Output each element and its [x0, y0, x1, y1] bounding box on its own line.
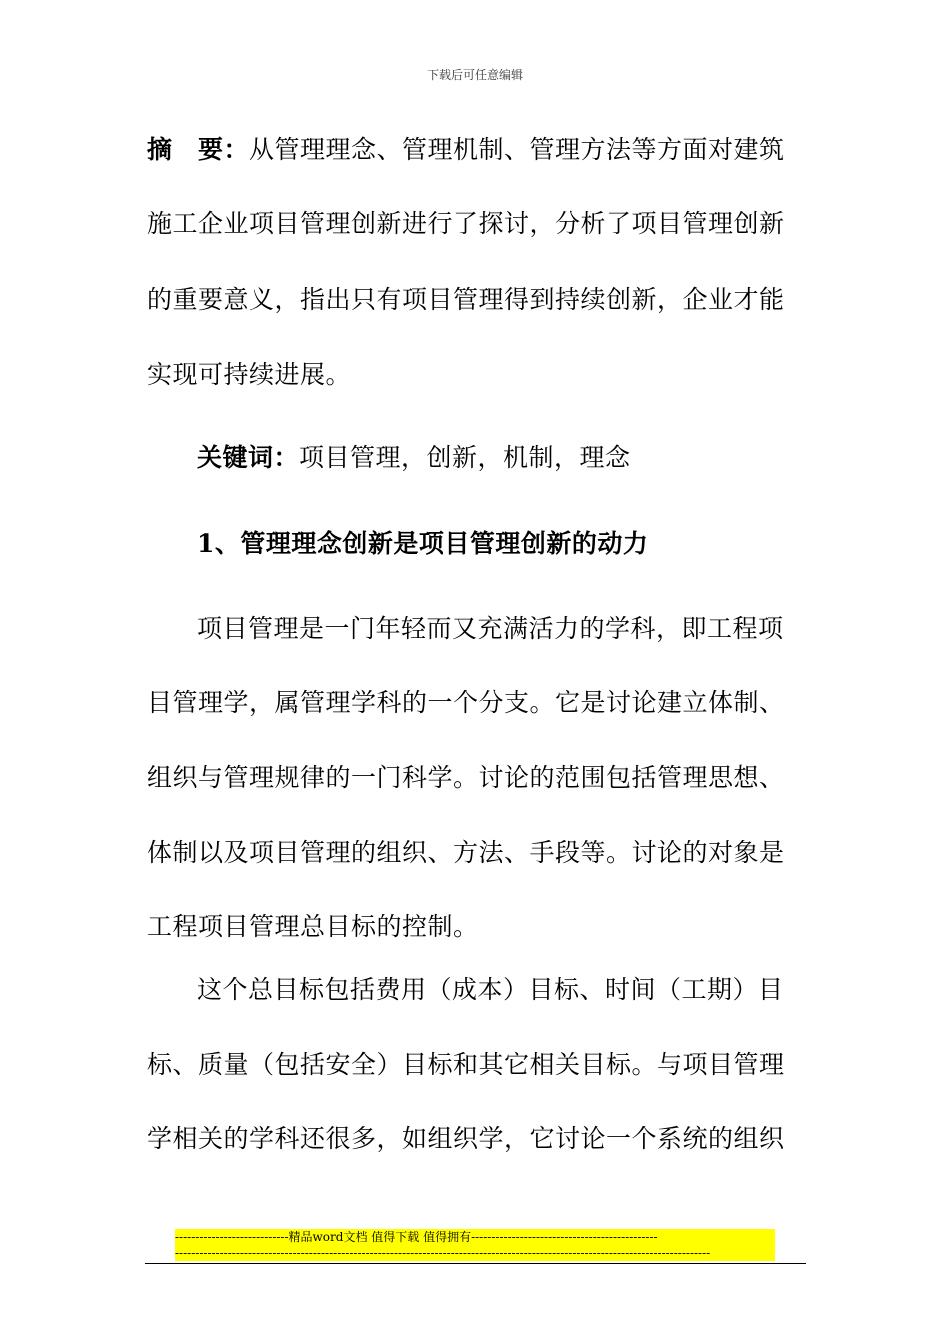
- paragraph-1-line-1: 项目管理是一门年轻而又充满活力的学科，即工程项: [197, 614, 784, 643]
- keywords-line: [197, 441, 631, 475]
- footer-rule: [145, 1263, 806, 1264]
- abstract-text: 从管理理念、管理机制、管理方法等方面对建筑: [249, 135, 785, 164]
- paragraph-2-line-1: 这个总目标包括费用（成本）目标、时间（工期）目: [197, 975, 784, 1004]
- paragraph-1-line-5: 工程项目管理总目标的控制。: [147, 912, 479, 941]
- abstract-line-4: 实现可持续进展。: [147, 360, 352, 389]
- abstract-line-3: 的重要意义，指出只有项目管理得到持续创新，企业才能: [147, 285, 785, 314]
- abstract-label: 摘 要：: [147, 135, 250, 164]
- section-heading: 1、管理理念创新是项目管理创新的动力: [197, 529, 649, 558]
- footer-banner-line-2: ------------------------------------------------------------------------------------------------------------------------------------: [175, 1245, 775, 1261]
- header-note: 下载后可任意编辑: [426, 68, 523, 82]
- paragraph-2-line-3: 学相关的学科还很多，如组织学，它讨论一个系统的组织: [147, 1124, 785, 1153]
- paragraph-1-line-2: 目管理学，属管理学科的一个分支。它是讨论建立体制、: [147, 688, 785, 717]
- paragraph-1-line-4: 体制以及项目管理的组织、方法、手段等。讨论的对象是: [147, 838, 785, 867]
- abstract-line-2: 施工企业项目管理创新进行了探讨，分析了项目管理创新: [147, 209, 785, 238]
- paragraph-1-line-3: 组织与管理规律的一门科学。讨论的范围包括管理思想、: [147, 763, 785, 792]
- footer-banner-line-1: ----------------------------精品word文档 值得下载 值得拥有----------------------------------------------: [175, 1229, 775, 1245]
- keywords-value: 项目管理，创新，机制，理念: [299, 443, 631, 472]
- keywords-label: 关键词：: [197, 443, 300, 472]
- abstract-line-1: [147, 133, 785, 167]
- paragraph-2-line-2: 标、质量（包括安全）目标和其它相关目标。与项目管理: [147, 1050, 785, 1079]
